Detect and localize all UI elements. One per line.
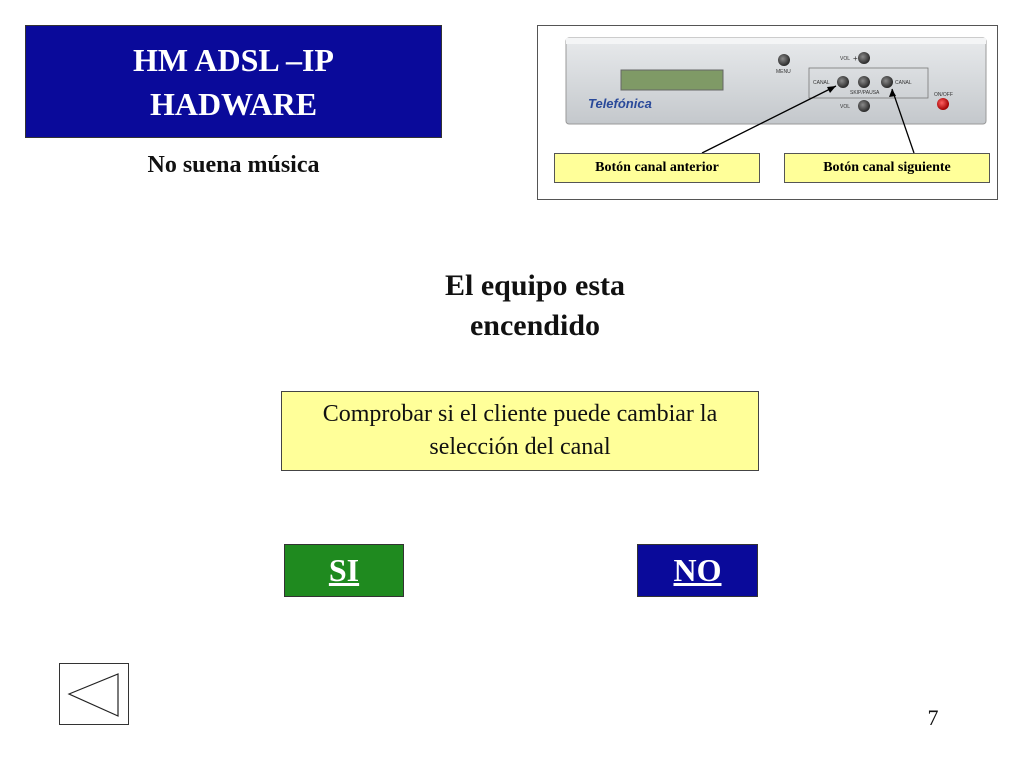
instruction-text: Comprobar si el cliente puede cambiar la selección del canal	[322, 401, 718, 460]
back-button[interactable]	[59, 663, 129, 725]
no-label: NO	[673, 552, 722, 588]
title-line-2: HADWARE	[149, 85, 318, 122]
yes-button[interactable]	[284, 544, 404, 597]
no-button[interactable]	[637, 544, 758, 597]
canal-minus-label: CANAL	[813, 80, 830, 86]
subtitle: No suena música	[147, 152, 320, 178]
back-triangle-icon	[60, 664, 128, 724]
svg-text:+: +	[853, 54, 858, 63]
vol-down-label: VOL	[840, 104, 851, 110]
canal-plus-label: CANAL	[895, 80, 912, 86]
yes-label: SI	[328, 552, 360, 588]
instruction-box	[281, 391, 759, 471]
title-box	[25, 25, 442, 138]
canal-minus-button	[837, 76, 849, 88]
onoff-label: ON/OFF	[934, 92, 953, 98]
canal-plus-button	[881, 76, 893, 88]
lcd-display	[621, 70, 723, 90]
device-image	[537, 25, 998, 200]
callout-next-channel: Botón canal siguiente	[784, 153, 990, 183]
title-line-1: HM ADSL –IP	[133, 41, 334, 78]
vol-up-label: VOL	[840, 56, 851, 62]
brand-logo: Telefónica	[588, 96, 652, 111]
callout-prev-channel: Botón canal anterior	[554, 153, 760, 183]
skip-button	[858, 76, 870, 88]
power-button	[937, 98, 949, 110]
vol-up-button	[858, 52, 870, 64]
menu-button	[778, 54, 790, 66]
menu-label: MENU	[776, 69, 791, 75]
skip-label: SKIP/PAUSA	[850, 90, 880, 96]
question-text: El equipo esta encendido	[444, 269, 626, 342]
page-number: 7	[927, 705, 939, 730]
vol-down-button	[858, 100, 870, 112]
